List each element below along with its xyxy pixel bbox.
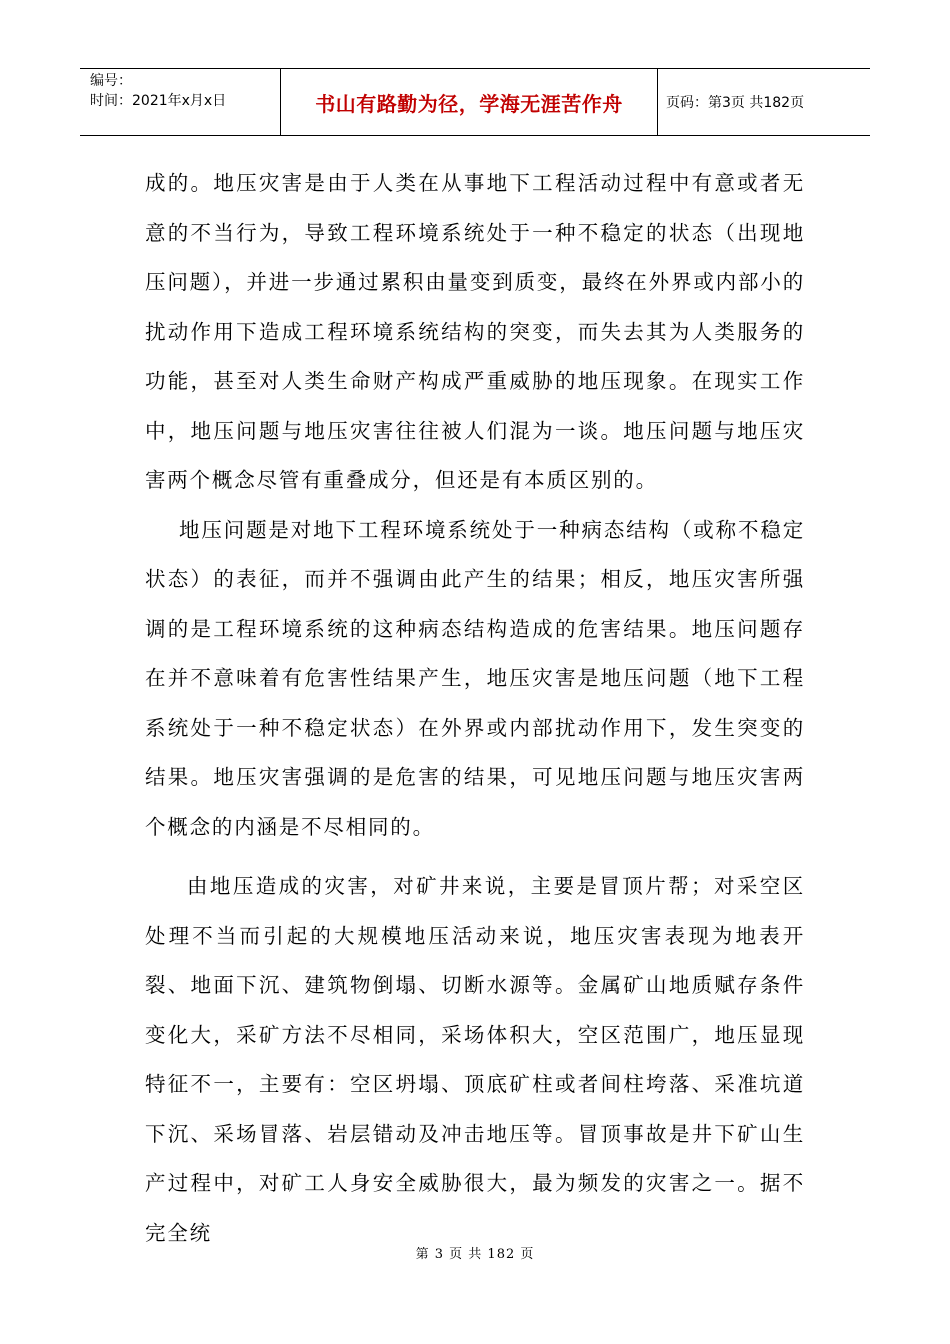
paragraph-3: 由地压造成的灾害，对矿井来说，主要是冒顶片帮；对采空区处理不当而引起的大规模地压活动来说，地压灾害表现为地表开裂、地面下沉、建筑物倒塌、切断水源等。金属矿山地质赋存条件变化大，采矿方法不尽相同，采场体积大，空区范围广，地压显现特征不一，主要有：空区坍塌、顶底矿柱或者间柱垮落、采准坑道下沉、采场冒落、岩层错动及冲击地压等。冒顶事故是井下矿山生产过程中，对矿工人身安全威胁很大，最为频发的灾害之一。据不完全统 <box>145 874 805 1245</box>
paragraph-1: 成的。地压灾害是由于人类在从事地下工程活动过程中有意或者无意的不当行为，导致工程环境系统处于一种不稳定的状态（出现地压问题），并进一步通过累积由量变到质变，最终在外界或内部小的扰动作用下造成工程环境系统结构的突变，而失去其为人类服务的功能，甚至对人类生命财产构成严重威胁的地压现象。在现实工作中，地压问题与地压灾害往往被人们混为一谈。地压问题与地压灾害两个概念尽管有重叠成分，但还是有本质区别的。 <box>145 171 805 492</box>
document-number-label: 编号： <box>90 73 132 89</box>
page-header <box>80 68 870 136</box>
header-motto: 书山有路勤为径，学海无涯苦作舟 <box>315 91 623 116</box>
header-page-cell <box>658 69 870 135</box>
page-footer <box>0 1243 950 1262</box>
header-meta-cell <box>80 69 281 135</box>
footer-page-number: 第 3 页 共 182 页 <box>415 1247 535 1262</box>
document-date: 时间：2021年x月x日 <box>90 93 227 109</box>
header-page-info: 页码：第3页 共182页 <box>666 95 805 111</box>
document-body <box>145 159 805 1258</box>
paragraph-2: 地压问题是对地下工程环境系统处于一种病态结构（或称不稳定状态）的表征，而并不强调由此产生的结果；相反，地压灾害所强调的是工程环境系统的这种病态结构造成的危害结果。地压问题存在并不意味着有危害性结果产生，地压灾害是地压问题（地下工程系统处于一种不稳定状态）在外界或内部扰动作用下，发生突变的结果。地压灾害强调的是危害的结果，可见地压问题与地压灾害两个概念的内涵是不尽相同的。 <box>145 517 805 839</box>
header-motto-cell <box>281 69 658 135</box>
